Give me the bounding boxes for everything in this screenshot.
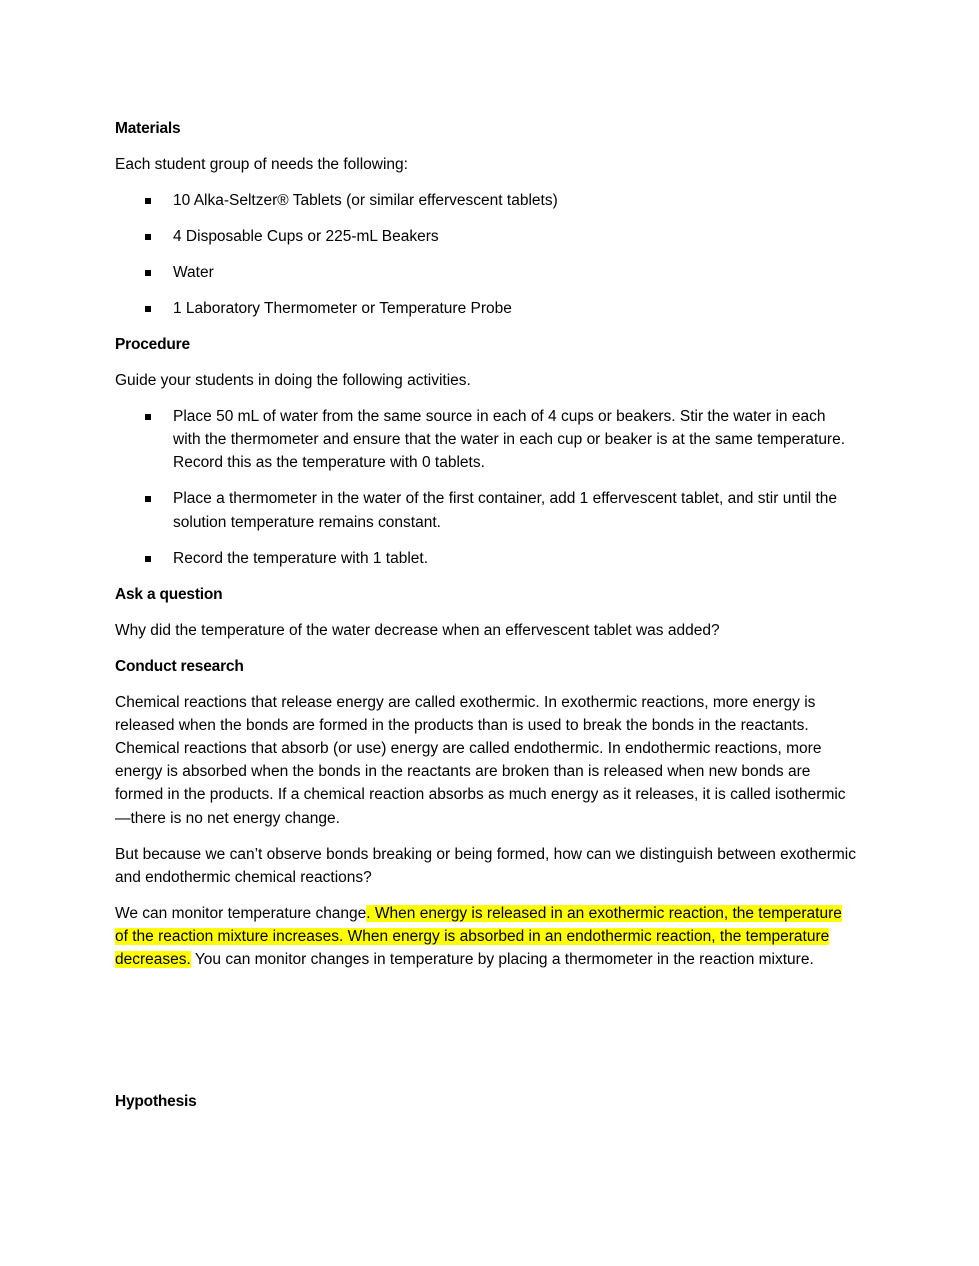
- list-item: [115, 487, 857, 533]
- list-item: [115, 297, 857, 320]
- square-bullet-icon: [145, 556, 151, 562]
- materials-list: [115, 189, 857, 320]
- materials-item-text: 4 Disposable Cups or 225-mL Beakers: [173, 228, 439, 245]
- square-bullet-icon: [145, 270, 151, 276]
- procedure-list: [115, 405, 857, 570]
- list-item: [115, 405, 857, 475]
- highlighted-text: . When energy is released in an exothermic reaction, the temperature of the reaction mixture increases. When energy is absorbed in an endothermic reaction, the temperature decreases.: [115, 904, 842, 969]
- materials-heading: Materials: [115, 120, 181, 137]
- document-page: [115, 117, 857, 1126]
- research-heading: Conduct research: [115, 657, 244, 675]
- square-bullet-icon: [145, 198, 151, 204]
- research-paragraph-2: But because we can’t observe bonds breaking or being formed, how can we distinguish between exothermic and endothermic chemical reactions?: [115, 845, 856, 886]
- square-bullet-icon: [145, 234, 151, 240]
- paragraph-3-tail: You can monitor changes in temperature by placing a thermometer in the reaction mixture.: [190, 951, 814, 969]
- list-item: [115, 547, 857, 570]
- procedure-step-text: Record the temperature with 1 tablet.: [173, 549, 429, 567]
- research-paragraph-1: Chemical reactions that release energy are called exothermic. In exothermic reactions, more energy is released when the bonds are formed in the products than is used to break the bonds in the reactants. Chemical reactions that absorb (or use) energy are called endothermic. In endothermic reactions, more energy is absorbed when the bonds in the reactants are broken than is released when new bonds are formed in the products. If a chemical reaction absorbs as much energy as it releases, it is called isothermic—there is no net energy change.: [115, 693, 846, 827]
- square-bullet-icon: [145, 414, 151, 420]
- list-item: [115, 189, 857, 212]
- hypothesis-heading: Hypothesis: [115, 1093, 197, 1111]
- square-bullet-icon: [145, 306, 151, 312]
- materials-item-text: 10 Alka-Seltzer® Tablets (or similar effervescent tablets): [173, 192, 558, 209]
- procedure-intro: Guide your students in doing the following activities.: [115, 372, 471, 389]
- procedure-heading: Procedure: [115, 336, 190, 353]
- materials-item-text: 1 Laboratory Thermometer or Temperature Probe: [173, 300, 512, 317]
- question-text: Why did the temperature of the water decrease when an effervescent tablet was added?: [115, 621, 720, 639]
- list-item: [115, 261, 857, 284]
- blank-space: [115, 984, 857, 1090]
- question-heading: Ask a question: [115, 585, 223, 603]
- materials-intro: Each student group of needs the following:: [115, 156, 408, 173]
- paragraph-3-lead: We can monitor temperature change: [115, 904, 367, 922]
- list-item: [115, 225, 857, 248]
- materials-item-text: Water: [173, 264, 214, 281]
- square-bullet-icon: [145, 496, 151, 502]
- research-paragraph-3: [115, 902, 857, 972]
- procedure-step-text: Place 50 mL of water from the same source in each of 4 cups or beakers. Stir the water in each with the thermometer and ensure that the water in each cup or beaker is at the same temperature. Record this as the temperature with 0 tablets.: [173, 408, 846, 472]
- procedure-step-text: Place a thermometer in the water of the first container, add 1 effervescent tablet, and stir until the solution temperature remains constant.: [173, 490, 837, 531]
